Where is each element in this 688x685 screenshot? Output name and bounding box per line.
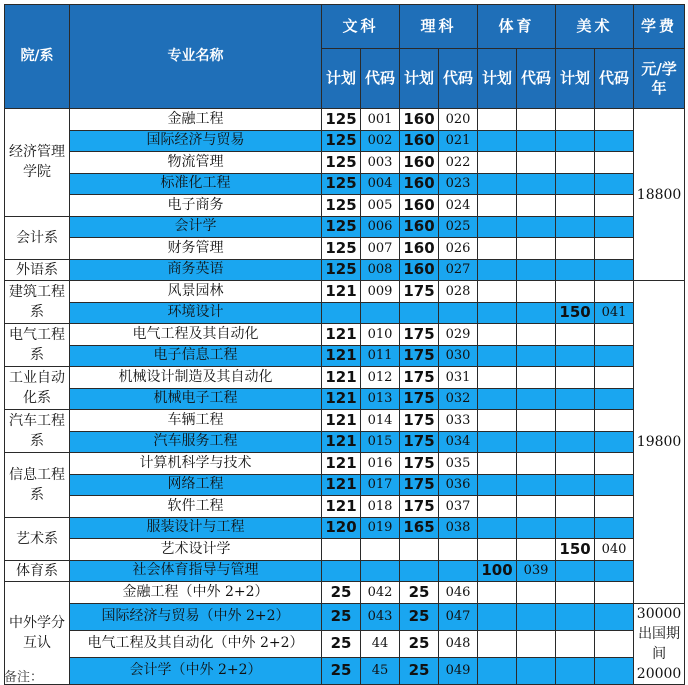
table-row	[5, 109, 685, 131]
ms-plan-cell	[556, 453, 595, 475]
table-body	[5, 109, 685, 685]
dept-cell: 外语系	[5, 259, 70, 281]
ms-code-cell	[595, 367, 634, 389]
table-row	[5, 474, 685, 496]
lk-code-cell: 023	[439, 173, 478, 195]
wk-plan-cell: 121	[322, 324, 361, 346]
table-row	[5, 630, 685, 657]
ty-code-cell	[517, 410, 556, 432]
lk-code-cell: 047	[439, 603, 478, 630]
dept-cell: 中外学分互认	[5, 582, 70, 685]
lk-plan-cell: 175	[400, 474, 439, 496]
wk-code-cell: 016	[361, 453, 400, 475]
ms-code-cell	[595, 238, 634, 260]
major-cell: 车辆工程	[70, 410, 322, 432]
header-ms-code: 代码	[595, 49, 634, 109]
lk-code-cell	[439, 302, 478, 324]
wk-plan-cell: 125	[322, 173, 361, 195]
major-cell: 机械设计制造及其自动化	[70, 367, 322, 389]
wk-code-cell: 015	[361, 431, 400, 453]
ms-plan-cell	[556, 603, 595, 630]
table-row	[5, 345, 685, 367]
ms-code-cell	[595, 345, 634, 367]
ms-plan-cell	[556, 173, 595, 195]
dept-cell: 工业自动化系	[5, 367, 70, 410]
ty-code-cell	[517, 345, 556, 367]
lk-plan-cell: 175	[400, 367, 439, 389]
ms-code-cell	[595, 281, 634, 303]
ms-code-cell	[595, 152, 634, 174]
table-row	[5, 238, 685, 260]
ty-plan-cell	[478, 603, 517, 630]
ms-code-cell	[595, 216, 634, 238]
ms-code-cell	[595, 603, 634, 630]
major-cell: 社会体育指导与管理	[70, 560, 322, 582]
ms-code-cell	[595, 474, 634, 496]
ty-code-cell	[517, 324, 556, 346]
wk-code-cell: 005	[361, 195, 400, 217]
lk-code-cell: 022	[439, 152, 478, 174]
ms-plan-cell	[556, 431, 595, 453]
wk-code-cell: 017	[361, 474, 400, 496]
table-row	[5, 496, 685, 518]
wk-code-cell: 018	[361, 496, 400, 518]
ty-code-cell	[517, 173, 556, 195]
lk-plan-cell: 175	[400, 453, 439, 475]
wk-plan-cell: 121	[322, 410, 361, 432]
wk-plan-cell: 25	[322, 630, 361, 657]
ty-code-cell	[517, 603, 556, 630]
wk-plan-cell: 120	[322, 517, 361, 539]
wk-plan-cell	[322, 539, 361, 561]
wk-code-cell: 012	[361, 367, 400, 389]
major-cell: 商务英语	[70, 259, 322, 281]
wk-code-cell: 042	[361, 582, 400, 604]
ms-code-cell	[595, 388, 634, 410]
ty-plan-cell	[478, 259, 517, 281]
header-wk-plan: 计划	[322, 49, 361, 109]
table-row	[5, 152, 685, 174]
table-row	[5, 259, 685, 281]
ms-plan-cell	[556, 281, 595, 303]
ty-plan-cell	[478, 582, 517, 604]
fee-cell: 19800	[634, 281, 685, 604]
lk-code-cell: 032	[439, 388, 478, 410]
wk-code-cell	[361, 302, 400, 324]
wk-plan-cell: 121	[322, 496, 361, 518]
ty-code-cell	[517, 259, 556, 281]
wk-plan-cell: 125	[322, 152, 361, 174]
major-cell: 软件工程	[70, 496, 322, 518]
table-row	[5, 302, 685, 324]
lk-plan-cell	[400, 560, 439, 582]
lk-plan-cell: 160	[400, 109, 439, 131]
ty-code-cell	[517, 238, 556, 260]
ms-code-cell	[595, 195, 634, 217]
header-wenke: 文科	[322, 5, 400, 49]
lk-code-cell: 025	[439, 216, 478, 238]
table-row	[5, 603, 685, 630]
ty-plan-cell	[478, 152, 517, 174]
lk-code-cell: 037	[439, 496, 478, 518]
ty-plan-cell	[478, 431, 517, 453]
table-row	[5, 539, 685, 561]
lk-plan-cell: 175	[400, 431, 439, 453]
ty-code-cell	[517, 453, 556, 475]
wk-plan-cell: 125	[322, 259, 361, 281]
dept-cell: 电气工程系	[5, 324, 70, 367]
ms-code-cell: 040	[595, 539, 634, 561]
ms-plan-cell	[556, 324, 595, 346]
ty-code-cell	[517, 281, 556, 303]
major-cell: 网络工程	[70, 474, 322, 496]
lk-code-cell: 026	[439, 238, 478, 260]
major-cell: 国际经济与贸易	[70, 130, 322, 152]
header-ms-plan: 计划	[556, 49, 595, 109]
ms-code-cell	[595, 109, 634, 131]
wk-code-cell: 006	[361, 216, 400, 238]
lk-code-cell: 030	[439, 345, 478, 367]
ms-plan-cell	[556, 474, 595, 496]
table-row	[5, 453, 685, 475]
lk-code-cell	[439, 560, 478, 582]
table-row	[5, 517, 685, 539]
major-cell: 风景园林	[70, 281, 322, 303]
lk-code-cell: 029	[439, 324, 478, 346]
table-row	[5, 560, 685, 582]
ms-plan-cell	[556, 345, 595, 367]
ty-plan-cell	[478, 539, 517, 561]
wk-plan-cell	[322, 560, 361, 582]
ty-code-cell	[517, 388, 556, 410]
major-cell: 标准化工程	[70, 173, 322, 195]
major-cell: 电子商务	[70, 195, 322, 217]
lk-code-cell: 024	[439, 195, 478, 217]
ty-plan-cell	[478, 281, 517, 303]
lk-plan-cell: 175	[400, 496, 439, 518]
wk-plan-cell: 125	[322, 109, 361, 131]
lk-plan-cell: 25	[400, 630, 439, 657]
wk-plan-cell: 121	[322, 474, 361, 496]
ty-plan-cell	[478, 410, 517, 432]
wk-plan-cell: 125	[322, 216, 361, 238]
dept-cell: 信息工程系	[5, 453, 70, 518]
wk-plan-cell: 125	[322, 238, 361, 260]
wk-code-cell: 014	[361, 410, 400, 432]
lk-code-cell: 034	[439, 431, 478, 453]
ty-plan-cell: 100	[478, 560, 517, 582]
wk-code-cell	[361, 560, 400, 582]
major-cell: 电气工程及其自动化（中外 2+2）	[70, 630, 322, 657]
lk-code-cell: 028	[439, 281, 478, 303]
ty-code-cell: 039	[517, 560, 556, 582]
wk-code-cell: 010	[361, 324, 400, 346]
ms-plan-cell	[556, 109, 595, 131]
header-tiyu: 体育	[478, 5, 556, 49]
header-major: 专业名称	[70, 5, 322, 109]
table-row	[5, 195, 685, 217]
major-cell: 物流管理	[70, 152, 322, 174]
ty-code-cell	[517, 630, 556, 657]
ty-code-cell	[517, 152, 556, 174]
ms-plan-cell	[556, 216, 595, 238]
lk-code-cell: 048	[439, 630, 478, 657]
lk-plan-cell: 175	[400, 410, 439, 432]
wk-plan-cell: 121	[322, 388, 361, 410]
lk-code-cell: 021	[439, 130, 478, 152]
header-lk-code: 代码	[439, 49, 478, 109]
fee-cell: 30000出国期间20000	[634, 603, 685, 684]
ms-plan-cell	[556, 410, 595, 432]
table-row	[5, 130, 685, 152]
ms-code-cell	[595, 496, 634, 518]
table-row	[5, 281, 685, 303]
lk-plan-cell: 165	[400, 517, 439, 539]
ty-plan-cell	[478, 367, 517, 389]
table-row	[5, 324, 685, 346]
ms-code-cell	[595, 259, 634, 281]
wk-code-cell: 008	[361, 259, 400, 281]
major-cell: 环境设计	[70, 302, 322, 324]
ms-plan-cell	[556, 152, 595, 174]
ty-plan-cell	[478, 496, 517, 518]
lk-plan-cell: 160	[400, 195, 439, 217]
ty-plan-cell	[478, 302, 517, 324]
ty-code-cell	[517, 130, 556, 152]
ty-plan-cell	[478, 238, 517, 260]
lk-code-cell: 036	[439, 474, 478, 496]
ms-code-cell	[595, 410, 634, 432]
dept-cell: 艺术系	[5, 517, 70, 560]
lk-plan-cell: 160	[400, 259, 439, 281]
wk-plan-cell	[322, 302, 361, 324]
ty-plan-cell	[478, 630, 517, 657]
table-row	[5, 388, 685, 410]
lk-code-cell: 020	[439, 109, 478, 131]
ms-code-cell	[595, 630, 634, 657]
lk-code-cell	[439, 539, 478, 561]
wk-code-cell: 011	[361, 345, 400, 367]
wk-plan-cell: 25	[322, 603, 361, 630]
lk-code-cell: 033	[439, 410, 478, 432]
major-cell: 机械电子工程	[70, 388, 322, 410]
lk-code-cell: 049	[439, 657, 478, 684]
header-lk-plan: 计划	[400, 49, 439, 109]
lk-plan-cell: 25	[400, 582, 439, 604]
wk-plan-cell: 121	[322, 345, 361, 367]
ms-plan-cell	[556, 582, 595, 604]
wk-code-cell: 007	[361, 238, 400, 260]
major-cell: 财务管理	[70, 238, 322, 260]
major-cell: 艺术设计学	[70, 539, 322, 561]
wk-plan-cell: 125	[322, 130, 361, 152]
dept-cell: 建筑工程系	[5, 281, 70, 324]
lk-plan-cell: 160	[400, 216, 439, 238]
wk-code-cell: 019	[361, 517, 400, 539]
ms-plan-cell	[556, 630, 595, 657]
ty-code-cell	[517, 474, 556, 496]
wk-code-cell: 004	[361, 173, 400, 195]
table-row	[5, 216, 685, 238]
lk-code-cell: 031	[439, 367, 478, 389]
lk-plan-cell	[400, 539, 439, 561]
major-cell: 计算机科学与技术	[70, 453, 322, 475]
wk-code-cell: 009	[361, 281, 400, 303]
lk-plan-cell: 175	[400, 281, 439, 303]
ms-plan-cell: 150	[556, 302, 595, 324]
wk-code-cell	[361, 539, 400, 561]
wk-code-cell: 013	[361, 388, 400, 410]
ty-code-cell	[517, 302, 556, 324]
ty-code-cell	[517, 496, 556, 518]
header-like: 理科	[400, 5, 478, 49]
wk-plan-cell: 121	[322, 431, 361, 453]
ms-plan-cell	[556, 238, 595, 260]
ty-code-cell	[517, 216, 556, 238]
major-cell: 电气工程及其自动化	[70, 324, 322, 346]
fee-cell: 18800	[634, 109, 685, 281]
header-dept: 院/系	[5, 5, 70, 109]
table-row	[5, 173, 685, 195]
ty-code-cell	[517, 431, 556, 453]
ty-plan-cell	[478, 345, 517, 367]
dept-cell: 体育系	[5, 560, 70, 582]
ty-code-cell	[517, 517, 556, 539]
ms-plan-cell	[556, 367, 595, 389]
header-xuefei: 学费	[634, 5, 685, 49]
lk-plan-cell: 25	[400, 603, 439, 630]
lk-plan-cell: 160	[400, 173, 439, 195]
major-cell: 国际经济与贸易（中外 2+2）	[70, 603, 322, 630]
major-cell: 电子信息工程	[70, 345, 322, 367]
header-ty-plan: 计划	[478, 49, 517, 109]
ms-code-cell	[595, 324, 634, 346]
ty-plan-cell	[478, 453, 517, 475]
lk-code-cell: 046	[439, 582, 478, 604]
table-row	[5, 582, 685, 604]
wk-plan-cell: 121	[322, 453, 361, 475]
ms-code-cell	[595, 173, 634, 195]
wk-plan-cell: 25	[322, 657, 361, 684]
ty-plan-cell	[478, 109, 517, 131]
wk-plan-cell: 125	[322, 195, 361, 217]
header-fee-unit: 元/学年	[634, 49, 685, 109]
ms-code-cell	[595, 431, 634, 453]
ms-plan-cell	[556, 560, 595, 582]
lk-plan-cell: 160	[400, 152, 439, 174]
lk-plan-cell: 175	[400, 388, 439, 410]
header-meishu: 美术	[556, 5, 634, 49]
enrollment-plan-table	[4, 4, 685, 685]
ms-code-cell	[595, 560, 634, 582]
lk-plan-cell: 160	[400, 130, 439, 152]
ty-plan-cell	[478, 388, 517, 410]
major-cell: 会计学	[70, 216, 322, 238]
ty-code-cell	[517, 195, 556, 217]
ms-code-cell	[595, 453, 634, 475]
ms-code-cell: 041	[595, 302, 634, 324]
note: 备注：	[4, 670, 44, 685]
ty-plan-cell	[478, 195, 517, 217]
ms-code-cell	[595, 582, 634, 604]
header-ty-code: 代码	[517, 49, 556, 109]
lk-plan-cell: 175	[400, 345, 439, 367]
major-cell: 金融工程	[70, 109, 322, 131]
ty-code-cell	[517, 539, 556, 561]
wk-code-cell: 44	[361, 630, 400, 657]
major-cell: 会计学（中外 2+2）	[70, 657, 322, 684]
major-cell: 汽车服务工程	[70, 431, 322, 453]
ty-plan-cell	[478, 216, 517, 238]
dept-cell: 汽车工程系	[5, 410, 70, 453]
lk-code-cell: 035	[439, 453, 478, 475]
ms-code-cell	[595, 517, 634, 539]
major-cell: 金融工程（中外 2+2）	[70, 582, 322, 604]
ms-plan-cell	[556, 517, 595, 539]
wk-plan-cell: 25	[322, 582, 361, 604]
lk-plan-cell	[400, 302, 439, 324]
wk-code-cell: 002	[361, 130, 400, 152]
table-row	[5, 431, 685, 453]
ms-plan-cell	[556, 195, 595, 217]
dept-cell: 会计系	[5, 216, 70, 259]
major-cell: 服装设计与工程	[70, 517, 322, 539]
wk-plan-cell: 121	[322, 281, 361, 303]
lk-code-cell: 027	[439, 259, 478, 281]
ty-plan-cell	[478, 517, 517, 539]
ms-plan-cell	[556, 259, 595, 281]
ms-plan-cell	[556, 496, 595, 518]
ty-plan-cell	[478, 324, 517, 346]
wk-code-cell: 043	[361, 603, 400, 630]
lk-plan-cell: 25	[400, 657, 439, 684]
lk-code-cell: 038	[439, 517, 478, 539]
table-row	[5, 410, 685, 432]
wk-code-cell: 001	[361, 109, 400, 131]
ty-plan-cell	[478, 173, 517, 195]
ms-code-cell	[595, 130, 634, 152]
wk-code-cell: 003	[361, 152, 400, 174]
dept-cell: 经济管理学院	[5, 109, 70, 217]
wk-code-cell: 45	[361, 657, 400, 684]
ty-plan-cell	[478, 130, 517, 152]
ty-code-cell	[517, 109, 556, 131]
lk-plan-cell: 160	[400, 238, 439, 260]
header-wk-code: 代码	[361, 49, 400, 109]
ty-plan-cell	[478, 474, 517, 496]
wk-plan-cell: 121	[322, 367, 361, 389]
ty-code-cell	[517, 582, 556, 604]
ms-plan-cell	[556, 388, 595, 410]
table-row	[5, 367, 685, 389]
ty-code-cell	[517, 367, 556, 389]
ms-plan-cell	[556, 130, 595, 152]
ms-plan-cell: 150	[556, 539, 595, 561]
lk-plan-cell: 175	[400, 324, 439, 346]
